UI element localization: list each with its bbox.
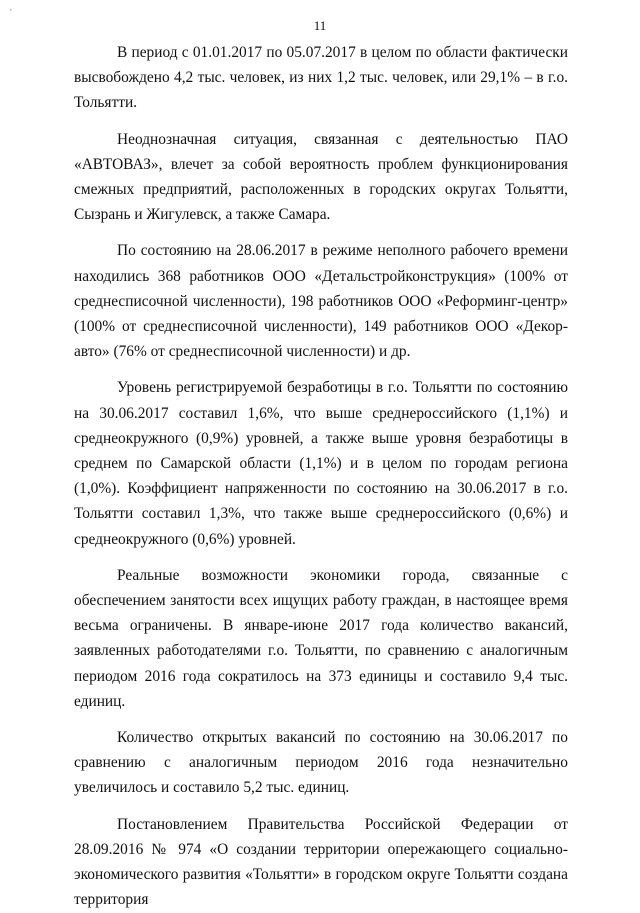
corner-mark: '	[10, 8, 12, 19]
paragraph-avtovaz-situation: Неоднозначная ситуация, связанная с деятельностью ПАО «АВТОВАЗ», влечет за собой вероятность проблем функционирования смежных предприятий, расположенных в городских округах Тольятти, Сызрань и Жигулевск, а также Самара.	[74, 130, 568, 224]
paragraph-government-decree: Постановлением Правительства Российской Федерации от 28.09.2016 № 974 «О создании территории опережающего социально-экономического развития «Тольятти» в городском округе Тольятти создана территория	[74, 815, 568, 909]
paragraph-open-vacancies: Количество открытых вакансий по состоянию на 30.06.2017 по сравнению с аналогичным периодом 2016 года незначительно увеличилось и составило 5,2 тыс. единиц.	[74, 729, 568, 797]
paragraph-released-workers: В период с 01.01.2017 по 05.07.2017 в целом по области фактически высвобождено 4,2 тыс. человек, из них 1,2 тыс. человек, или 29,1% – в г.о. Тольятти.	[74, 44, 568, 112]
page-number: 11	[313, 18, 327, 33]
document-body	[74, 40, 568, 913]
paragraph-employment-opportunities: Реальные возможности экономики города, связанные с обеспечением занятости всех ищущих работу граждан, в настоящее время весьма ограничены. В январе-июне 2017 года количество вакансий, заявленных работодателями г.о. Тольятти, по сравнению с аналогичным периодом 2016 года сократилось на 373 единицы и составило 9,4 тыс. единиц.	[74, 566, 568, 710]
paragraph-part-time-employment: По состоянию на 28.06.2017 в режиме неполного рабочего времени находились 368 работников ООО «Детальстройконструкция» (100% от среднесписочной численности), 198 работников ООО «Реформинг-центр» (100% от среднесписочной численности), 149 работников ООО «Декор-авто» (76% от среднесписочной численности) и др.	[74, 242, 568, 361]
paragraph-unemployment-level: Уровень регистрируемой безработицы в г.о. Тольятти по состоянию на 30.06.2017 составил 1,6%, что выше среднероссийского (1,1%) и среднеокружного (0,9%) уровней, а также выше уровня безработицы в среднем по Самарской области (1,1%) и в целом по городам региона (1,0%). Коэффициент напряженности по состоянию на 30.06.2017 в г.о. Тольятти составил 1,3%, что также выше среднероссийского (0,6%) и среднеокружного (0,6%) уровней.	[74, 379, 568, 548]
